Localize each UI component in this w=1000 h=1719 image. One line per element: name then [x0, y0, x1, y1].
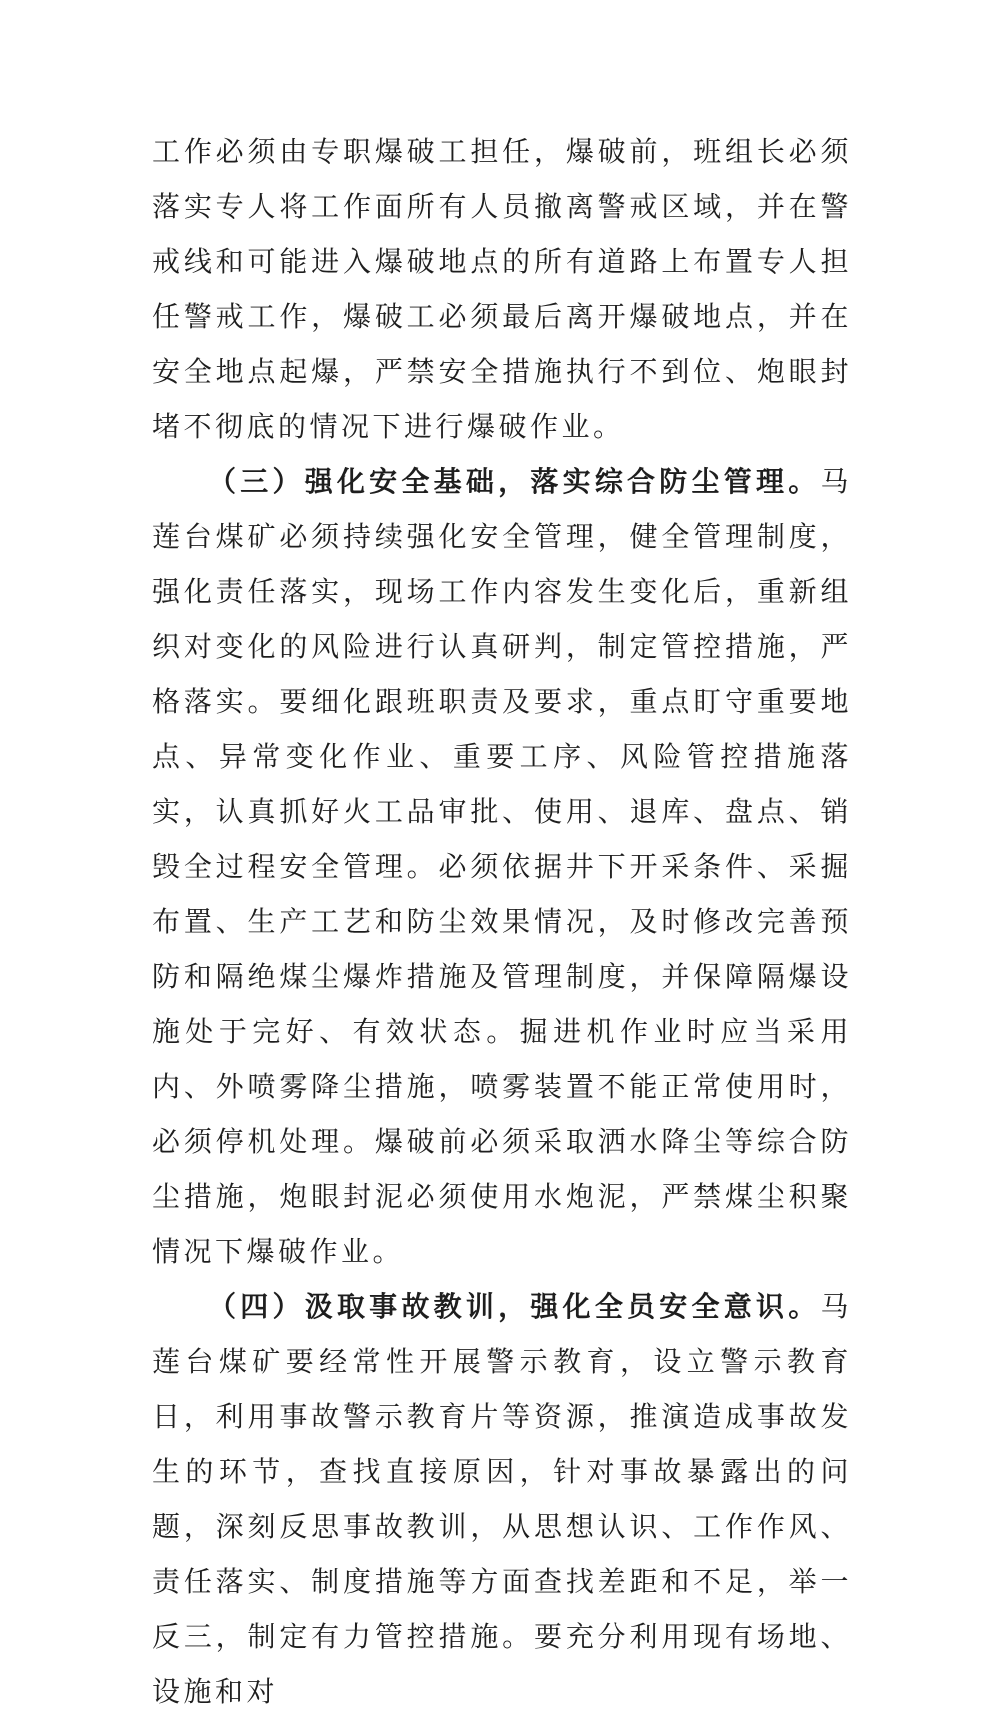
section-heading: （三）强化安全基础，落实综合防尘管理。	[208, 465, 821, 498]
paragraph-section-4	[152, 1279, 852, 1719]
paragraph-section-3	[152, 454, 852, 1279]
section-heading: （四）汲取事故教训，强化全员安全意识。	[208, 1290, 821, 1323]
paragraph-continuation	[152, 124, 852, 454]
paragraph-text: 马莲台煤矿必须持续强化安全管理，健全管理制度，强化责任落实，现场工作内容发生变化后，重新组织对变化的风险进行认真研判，制定管控措施，严格落实。要细化跟班职责及要求，重点盯守重要地点、异常变化作业、重要工序、风险管控措施落实，认真抓好火工品审批、使用、退库、盘点、销毁全过程安全管理。必须依据井下开采条件、采掘布置、生产工艺和防尘效果情况，及时修改完善预防和隔绝煤尘爆炸措施及管理制度，并保障隔爆设施处于完好、有效状态。掘进机作业时应当采用内、外喷雾降尘措施，喷雾装置不能正常使用时，必须停机处理。爆破前必须采取洒水降尘等综合防尘措施，炮眼封泥必须使用水炮泥，严禁煤尘积聚情况下爆破作业。	[152, 465, 852, 1268]
paragraph-text: 工作必须由专职爆破工担任，爆破前，班组长必须落实专人将工作面所有人员撤离警戒区域，并在警戒线和可能进入爆破地点的所有道路上布置专人担任警戒工作，爆破工必须最后离开爆破地点，并在安全地点起爆，严禁安全措施执行不到位、炮眼封堵不彻底的情况下进行爆破作业。	[152, 135, 852, 443]
document-body	[152, 124, 852, 1719]
paragraph-text: 马莲台煤矿要经常性开展警示教育，设立警示教育日，利用事故警示教育片等资源，推演造成事故发生的环节，查找直接原因，针对事故暴露出的问题，深刻反思事故教训，从思想认识、工作作风、责任落实、制度措施等方面查找差距和不足，举一反三，制定有力管控措施。要充分利用现有场地、设施和对	[152, 1290, 852, 1708]
